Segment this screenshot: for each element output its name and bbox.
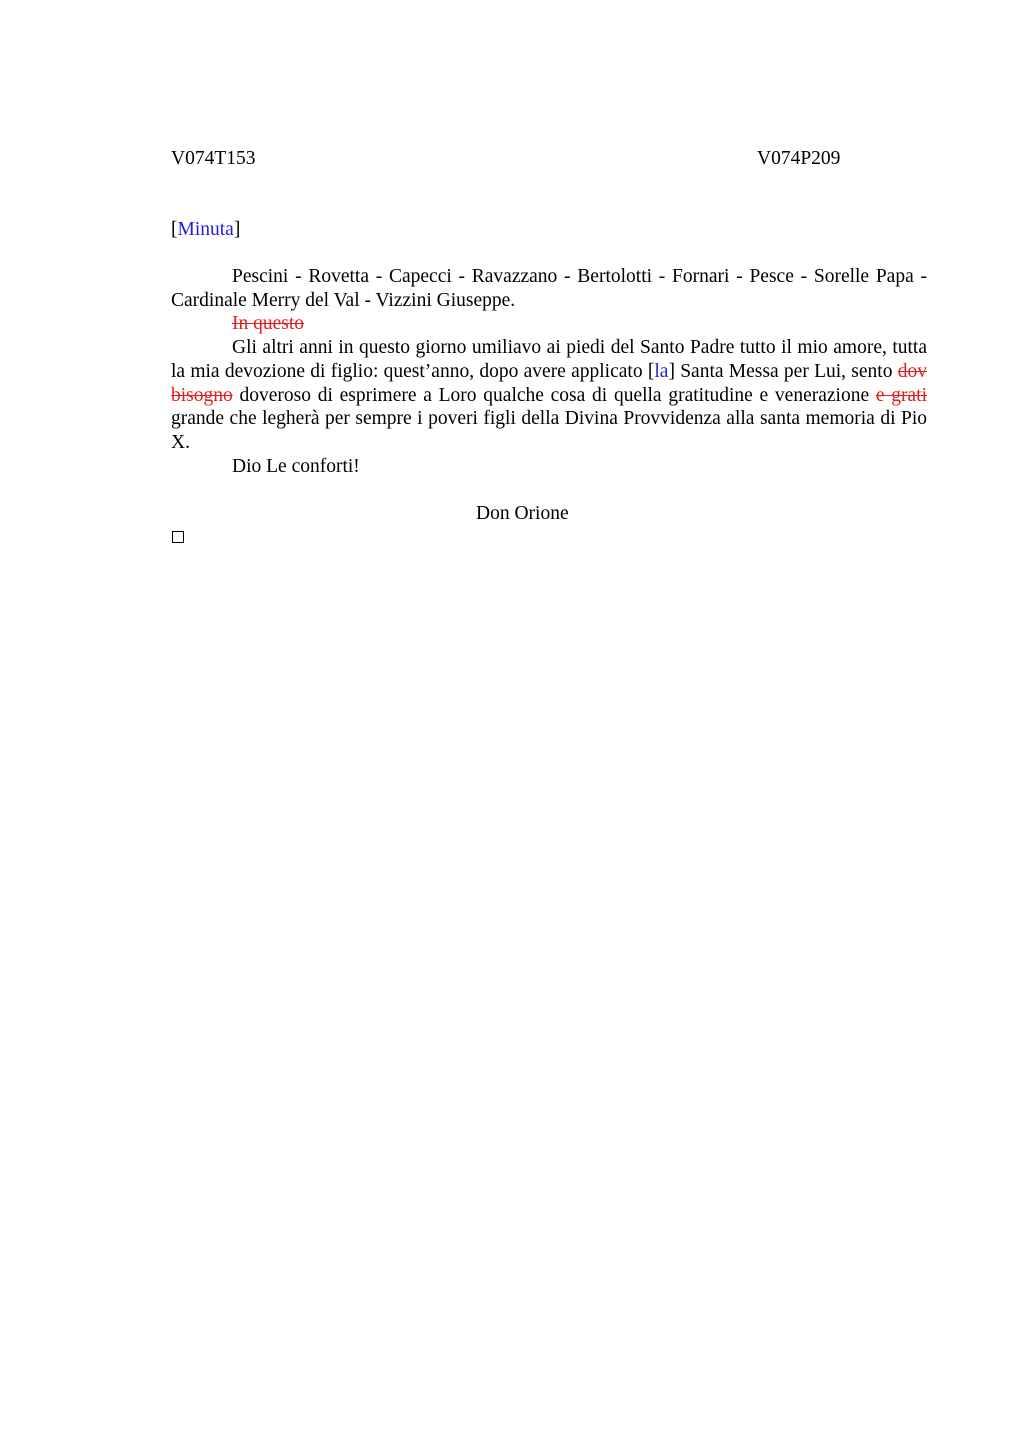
document-code-right: V074P209 [757, 148, 841, 169]
main-text-part2: Santa Messa per Lui, sento [674, 360, 898, 382]
insert-open-bracket: [ [647, 360, 655, 382]
minuta-label: Minuta [177, 219, 234, 240]
main-paragraph [171, 336, 927, 455]
main-text-part4: grande che legherà per sempre i poveri figli della Divina Provvidenza alla santa memoria di Pio X. [171, 408, 927, 453]
minuta-close-bracket: ] [233, 219, 241, 240]
square-outline-icon [172, 531, 184, 543]
main-text-part1: Gli altri anni in questo giorno umiliavo ai piedi del Santo Padre tutto il mio amore, tutta la mia devozione di figlio: quest’anno, dopo avere applicato [171, 337, 927, 382]
letter-body [171, 265, 927, 478]
document-code-left: V074T153 [171, 148, 256, 169]
deleted-text: In questo [232, 313, 305, 335]
deleted-line-paragraph [171, 312, 927, 336]
main-text-part3: doveroso di esprimere a Loro qualche cosa di quella gratitudine e venerazione [232, 384, 876, 406]
insert-close-bracket: ] [668, 360, 675, 382]
deleted-text: e grati [875, 384, 927, 406]
minuta-note [171, 218, 240, 242]
closing-paragraph: Dio Le conforti! [232, 455, 360, 477]
editorial-insert: la [654, 360, 669, 382]
recipients-paragraph: Pescini - Rovetta - Capecci - Ravazzano - Bertolotti - Fornari - Pesce - Sorelle Papa - Cardinale Merry del Val - Vizzini Giuseppe. [171, 266, 927, 311]
signature: Don Orione [476, 503, 569, 524]
minuta-open-bracket: [ [171, 219, 178, 240]
deleted-text: dov bisogno [171, 360, 927, 406]
